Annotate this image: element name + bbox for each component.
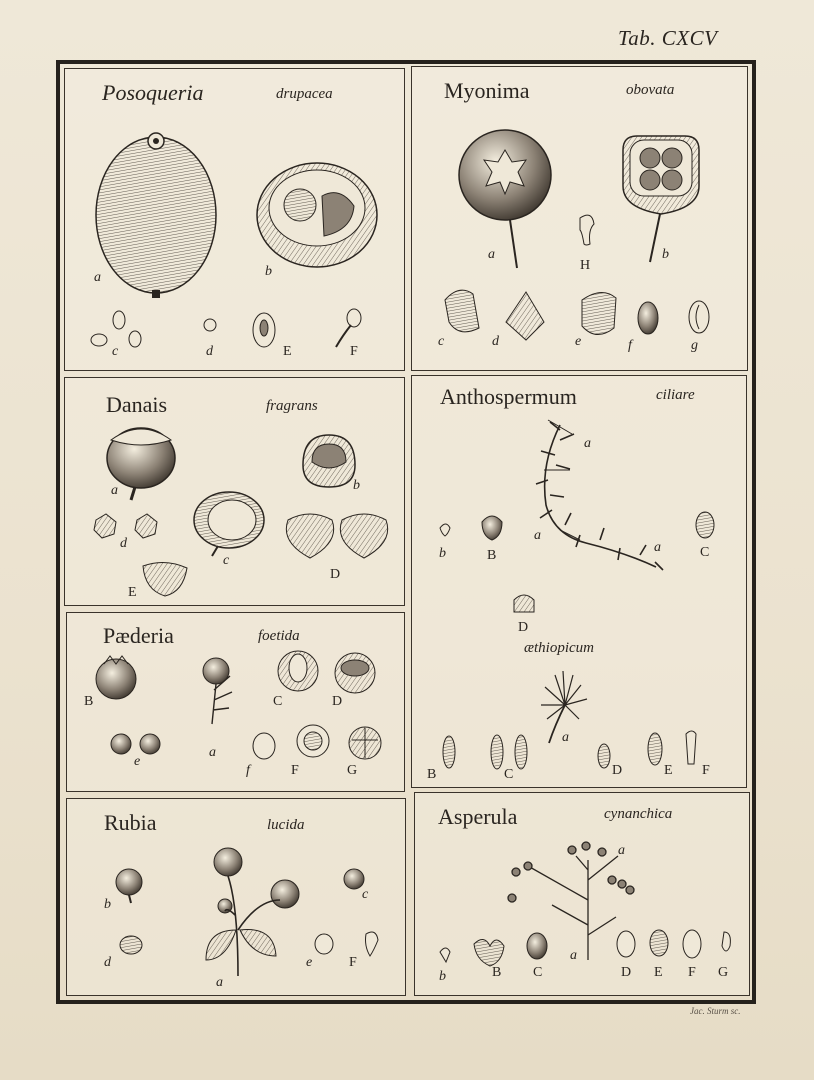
danais-species: fragrans	[266, 398, 318, 414]
rubia-parts	[116, 848, 378, 976]
anthospermum-label-C2: C	[504, 767, 514, 782]
asperula-label-C: C	[533, 965, 543, 980]
danais-section	[194, 492, 264, 556]
danais-label-a: a	[111, 483, 118, 498]
asperula-parts	[440, 930, 730, 966]
asperula-genus: Asperula	[438, 804, 518, 829]
posoqueria-label-F: F	[350, 344, 358, 359]
asperula-label-E: E	[654, 965, 663, 980]
posoqueria-species: drupacea	[276, 86, 333, 102]
plate-number: Tab. CXCV	[618, 26, 718, 50]
myonima-label-d: d	[492, 334, 499, 349]
anthospermum-label-b: b	[439, 546, 446, 561]
paederia-species: foetida	[258, 628, 300, 644]
paederia-label-f: f	[246, 763, 250, 778]
anthospermum-label-F2: F	[702, 763, 710, 778]
asperula-species: cynanchica	[604, 806, 673, 822]
danais-label-E: E	[128, 585, 137, 600]
myonima-genus: Myonima	[444, 78, 530, 103]
myonima-fruit	[459, 130, 551, 268]
paederia-label-e: e	[134, 754, 141, 769]
anthospermum-label-C: C	[700, 545, 710, 560]
paederia-label-C: C	[273, 694, 283, 709]
myonima-label-b: b	[662, 247, 669, 262]
anthospermum-species-2: æthiopicum	[524, 640, 594, 656]
myonima-label-a: a	[488, 247, 495, 262]
posoqueria-label-c: c	[112, 344, 119, 359]
danais-label-d: d	[120, 536, 127, 551]
paederia-genus: Pæderia	[103, 623, 174, 648]
posoqueria-seeds	[91, 309, 361, 347]
posoqueria-label-d: d	[206, 344, 213, 359]
anthospermum-label-a2: a	[534, 528, 541, 543]
anthospermum-label-B2: B	[427, 767, 437, 782]
anthospermum-label-B: B	[487, 548, 497, 563]
posoqueria-label-a: a	[94, 270, 101, 285]
asperula-label-a2: a	[570, 948, 577, 963]
engraver-credit: Jac. Sturm sc.	[690, 1006, 741, 1016]
anthospermum-species: ciliare	[656, 387, 695, 403]
anthospermum-label-a4: a	[562, 730, 569, 745]
anthospermum-aethiopicum-parts	[443, 731, 696, 769]
paederia-label-D: D	[332, 694, 343, 709]
rubia-label-e: e	[306, 955, 313, 970]
danais-label-D: D	[330, 567, 341, 582]
paederia-label-G: G	[347, 763, 358, 778]
posoqueria-label-E: E	[283, 344, 292, 359]
myonima-label-H: H	[580, 258, 591, 273]
myonima-label-g: g	[691, 338, 698, 353]
myonima-fruit-section	[623, 136, 699, 262]
posoqueria-genus: Posoqueria	[102, 80, 204, 105]
danais-genus: Danais	[106, 392, 168, 417]
rubia-genus: Rubia	[104, 810, 157, 835]
rubia-species: lucida	[267, 817, 305, 833]
danais-label-c: c	[223, 553, 230, 568]
asperula-label-D: D	[621, 965, 632, 980]
posoqueria-fruit-section	[257, 163, 377, 267]
asperula-label-a: a	[618, 843, 625, 858]
danais-capsule	[303, 435, 355, 487]
paederia-label-F: F	[291, 763, 299, 778]
posoqueria-fruit	[96, 133, 216, 298]
paederia-label-a: a	[209, 745, 216, 760]
anthospermum-label-a1: a	[584, 436, 591, 451]
anthospermum-ciliare-branch	[536, 420, 663, 570]
rubia-label-d: d	[104, 955, 111, 970]
asperula-label-B: B	[492, 965, 502, 980]
anthospermum-label-E2: E	[664, 763, 673, 778]
rubia-label-c: c	[362, 887, 369, 902]
anthospermum-label-a3: a	[654, 540, 661, 555]
myonima-label-e: e	[575, 334, 582, 349]
danais-label-b: b	[353, 478, 360, 493]
myonima-details	[445, 215, 709, 340]
anthospermum-genus: Anthospermum	[440, 384, 577, 409]
myonima-label-f: f	[628, 338, 632, 353]
rubia-label-b: b	[104, 897, 111, 912]
rubia-label-a: a	[216, 975, 223, 990]
myonima-label-c: c	[438, 334, 445, 349]
anthospermum-label-D2: D	[612, 763, 623, 778]
myonima-species: obovata	[626, 82, 675, 98]
paederia-label-B: B	[84, 694, 94, 709]
anthospermum-label-D: D	[518, 620, 529, 635]
anthospermum-ciliare-parts	[440, 512, 714, 612]
asperula-label-G: G	[718, 965, 729, 980]
rubia-label-F: F	[349, 955, 357, 970]
posoqueria-label-b: b	[265, 264, 272, 279]
asperula-label-b: b	[439, 969, 446, 984]
asperula-label-F: F	[688, 965, 696, 980]
